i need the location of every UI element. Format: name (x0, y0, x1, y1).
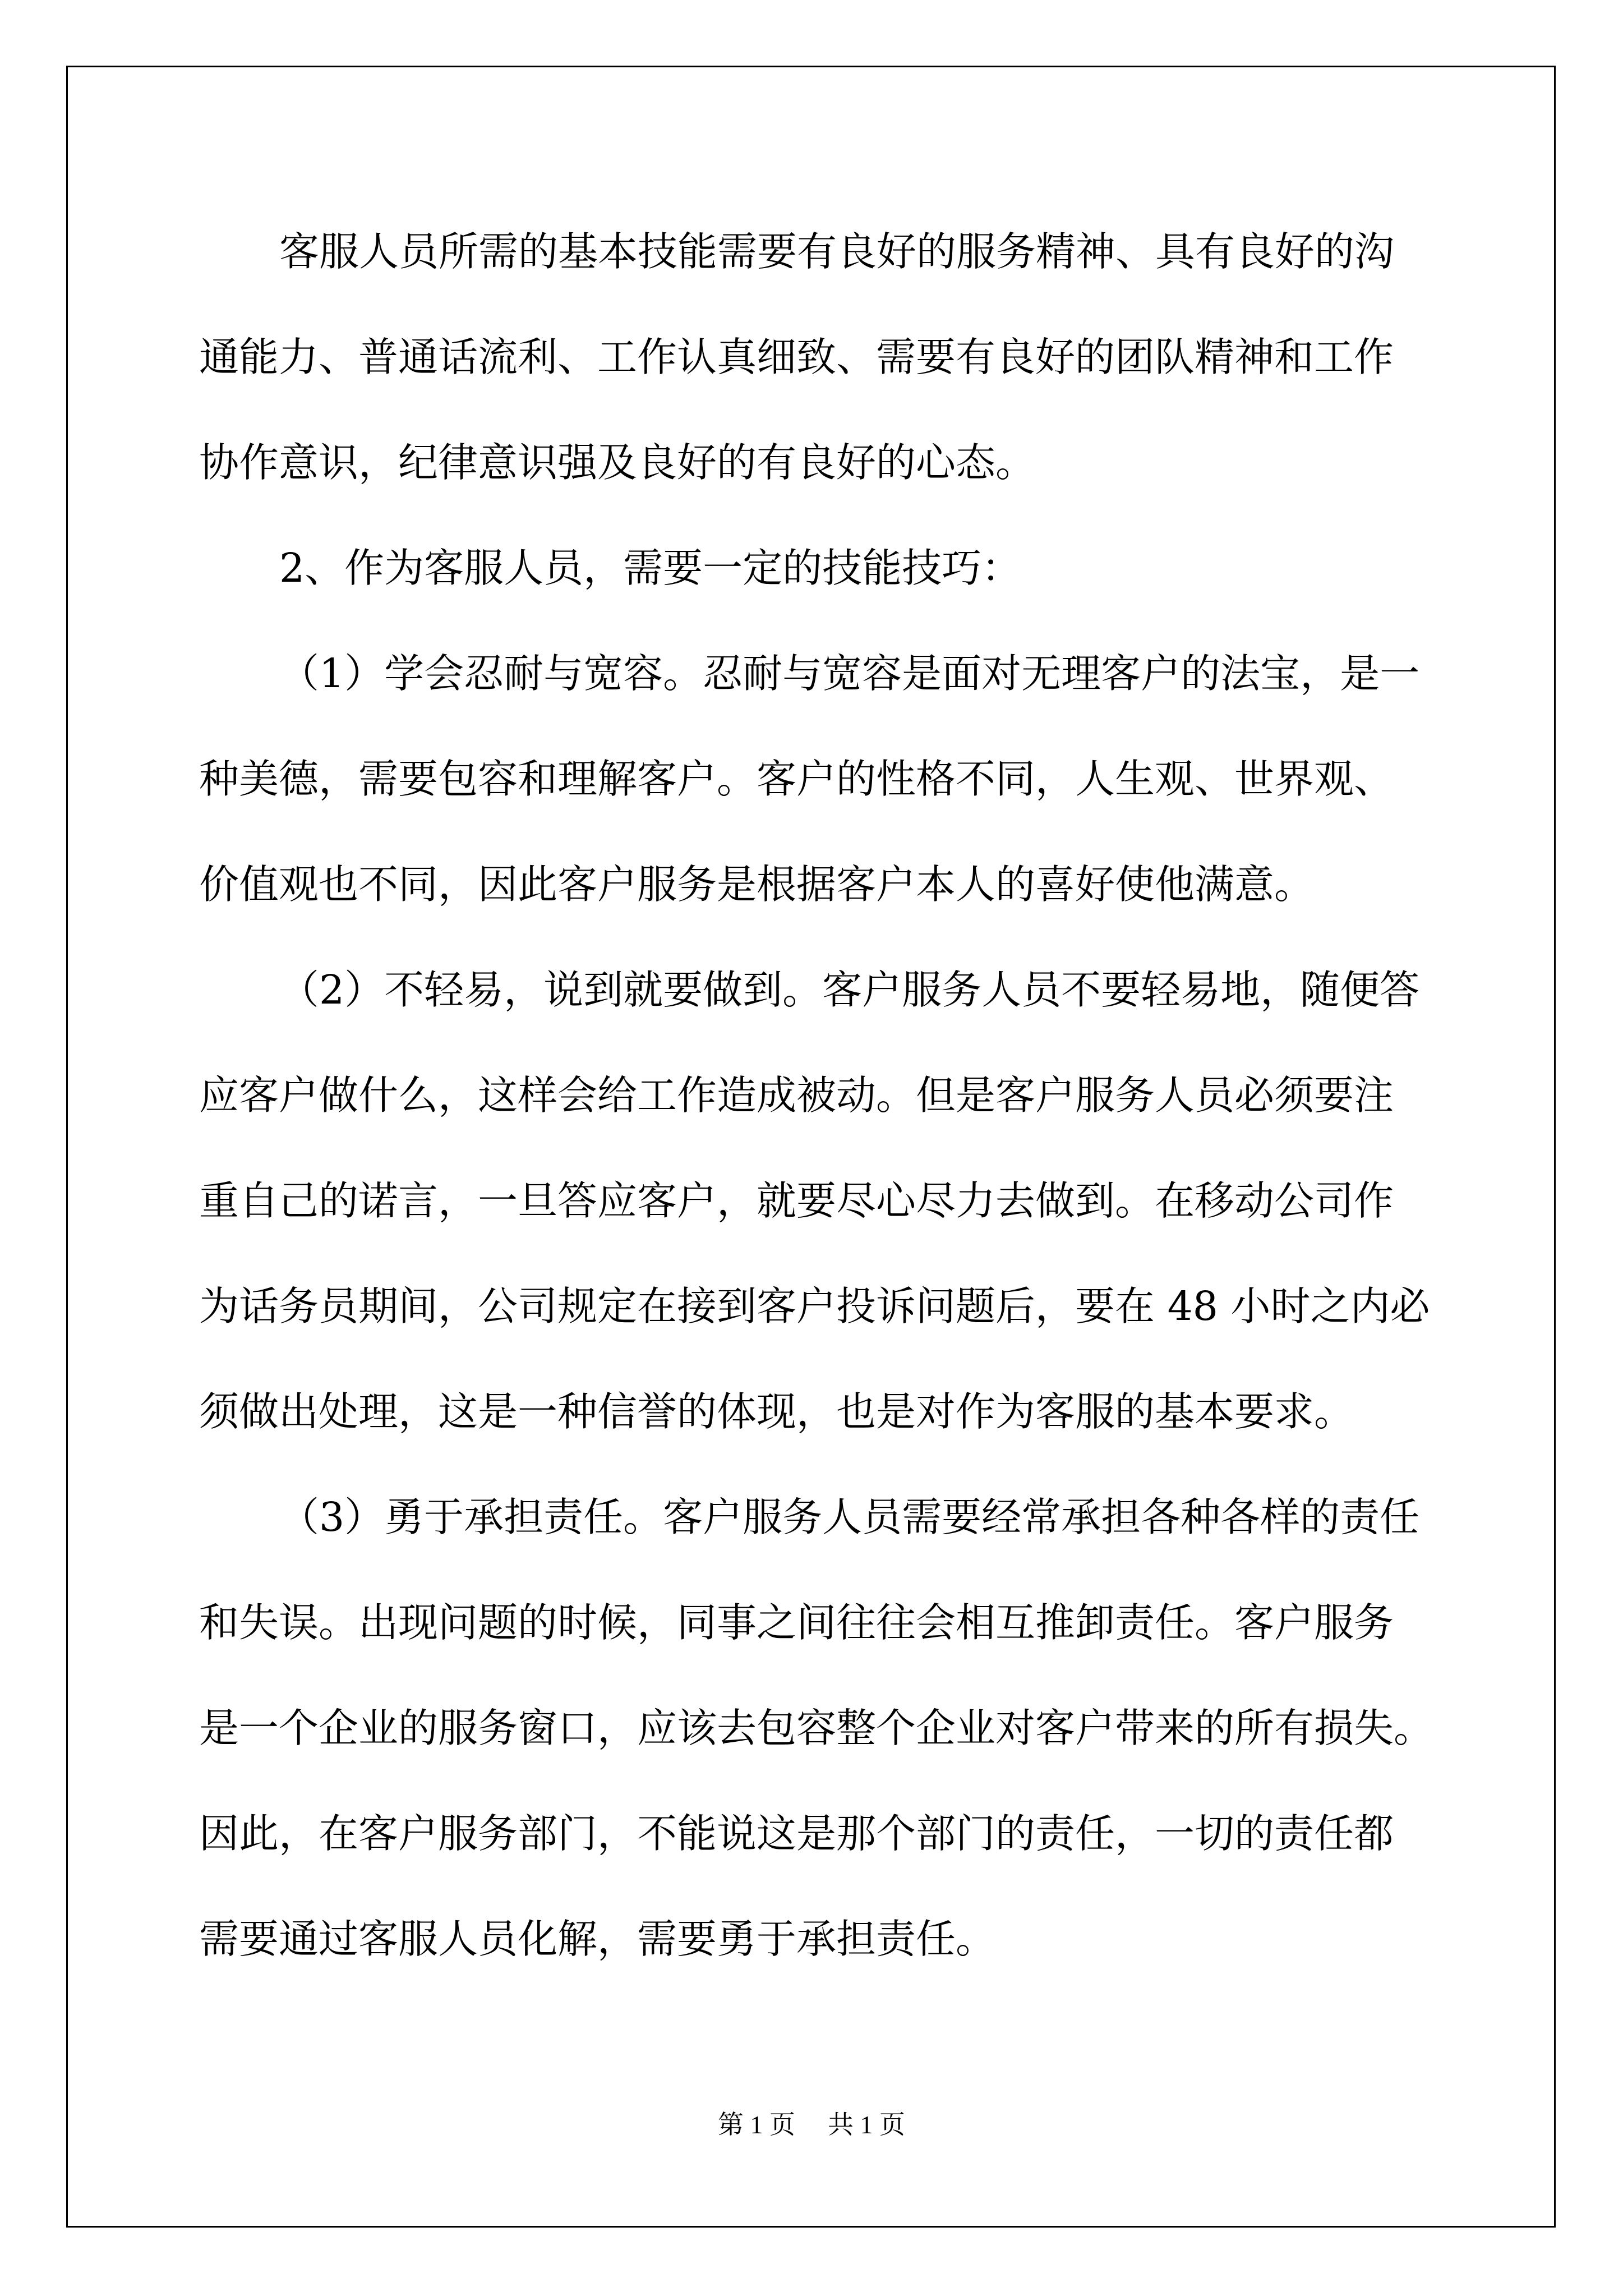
paragraph-4-line-2: 应客户做什么，这样会给工作造成被动。但是客户服务人员必须要注 (199, 1072, 1394, 1119)
paragraph-4-line-5: 须做出处理，这是一种信誉的体现，也是对作为客服的基本要求。 (199, 1388, 1354, 1435)
paragraph-3-line-1: （1）学会忍耐与宽容。忍耐与宽容是面对无理客户的法宝，是一 (279, 650, 1420, 697)
paragraph-1-line-2: 通能力、普通话流利、工作认真细致、需要有良好的团队精神和工作 (199, 334, 1394, 380)
page-total: 共 1 页 (828, 2110, 905, 2139)
paragraph-1-line-3: 协作意识，纪律意识强及良好的有良好的心态。 (199, 439, 1036, 486)
paragraph-4-line-3: 重自己的诺言，一旦答应客户，就要尽心尽力去做到。在移动公司作 (199, 1177, 1394, 1224)
paragraph-3-line-2: 种美德，需要包容和理解客户。客户的性格不同，人生观、世界观、 (199, 756, 1394, 802)
page-number: 第 1 页 (718, 2110, 795, 2139)
paragraph-1-line-1: 客服人员所需的基本技能需要有良好的服务精神、具有良好的沟 (279, 228, 1395, 275)
page-footer (0, 2108, 1623, 2142)
paragraph-5-line-2: 和失误。出现问题的时候，同事之间往往会相互推卸责任。客户服务 (199, 1599, 1394, 1646)
paragraph-5-line-5: 需要通过客服人员化解，需要勇于承担责任。 (199, 1916, 996, 1962)
document-body (199, 199, 1444, 1992)
paragraph-4-line-4: 为话务员期间，公司规定在接到客户投诉问题后，要在 48 小时之内必 (199, 1283, 1430, 1329)
paragraph-5-line-4: 因此，在客户服务部门，不能说这是那个部门的责任，一切的责任都 (199, 1810, 1394, 1857)
paragraph-4-line-1: （2）不轻易，说到就要做到。客户服务人员不要轻易地，随便答 (279, 967, 1420, 1013)
paragraph-3-line-3: 价值观也不同，因此客户服务是根据客户本人的喜好使他满意。 (199, 861, 1315, 908)
paragraph-2-line-1: 2、作为客服人员，需要一定的技能技巧： (279, 545, 1022, 591)
paragraph-5-line-3: 是一个企业的服务窗口，应该去包容整个企业对客户带来的所有损失。 (199, 1705, 1434, 1751)
paragraph-5-line-1: （3）勇于承担责任。客户服务人员需要经常承担各种各样的责任 (279, 1494, 1420, 1540)
